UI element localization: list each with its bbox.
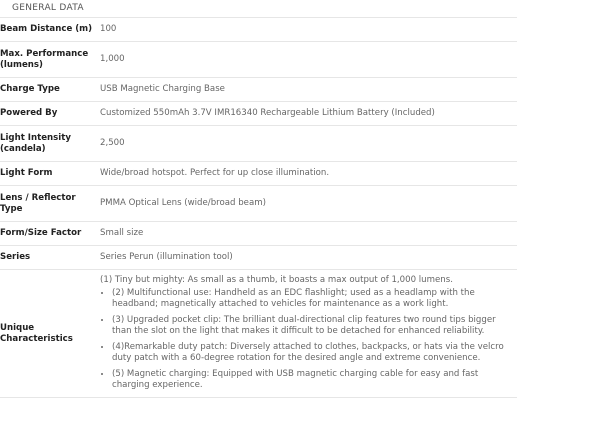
row-label-form-factor: Form/Size Factor <box>0 222 100 246</box>
row-label-max-performance: Max. Performance (lumens) <box>0 42 100 78</box>
list-item: • (2) Multifunctional use: Handheld as an EDC flashlight; used as a headlamp with the headband; magnetically attached to vehicles for maintenance as a work light. <box>112 288 517 310</box>
characteristic-intro: (1) Tiny but mighty: As small as a thumb, it boasts a max output of 1,000 lumens. <box>100 275 453 285</box>
row-value-form-factor: Small size <box>100 222 517 246</box>
row-label-lens-type: Lens / Reflector Type <box>0 186 100 222</box>
row-value-beam-distance: 100 <box>100 18 517 42</box>
table-row <box>0 270 517 398</box>
spec-table <box>0 17 517 398</box>
row-value-lens-type: PMMA Optical Lens (wide/broad beam) <box>100 186 517 222</box>
row-label-light-intensity: Light Intensity (candela) <box>0 126 100 162</box>
row-value-powered-by: Customized 550mAh 3.7V IMR16340 Rechargeable Lithium Battery (Included) <box>100 102 517 126</box>
table-row <box>0 78 517 102</box>
list-item: • (4)Remarkable duty patch: Diversely attached to clothes, backpacks, or hats via the velcro duty patch with a 60-degree rotation for the desired angle and extreme convenience. <box>112 342 517 364</box>
row-label-charge-type: Charge Type <box>0 78 100 102</box>
table-row <box>0 102 517 126</box>
table-row <box>0 246 517 270</box>
table-row <box>0 18 517 42</box>
table-row <box>0 126 517 162</box>
row-value-series: Series Perun (illumination tool) <box>100 246 517 270</box>
row-label-series: Series <box>0 246 100 270</box>
table-row <box>0 42 517 78</box>
row-value-max-performance: 1,000 <box>100 42 517 78</box>
characteristics-list <box>100 288 517 391</box>
table-row <box>0 162 517 186</box>
row-value-unique-characteristics <box>100 270 517 398</box>
table-row <box>0 186 517 222</box>
section-title: GENERAL DATA <box>12 3 84 13</box>
row-value-light-form: Wide/broad hotspot. Perfect for up close illumination. <box>100 162 517 186</box>
table-row <box>0 222 517 246</box>
list-item: • (3) Upgraded pocket clip: The brilliant dual-directional clip features two round tips bigger than the slot on the light that makes it difficult to be detached for enhanced reliability. <box>112 315 517 337</box>
row-label-beam-distance: Beam Distance (m) <box>0 18 100 42</box>
list-item: • (5) Magnetic charging: Equipped with USB magnetic charging cable for easy and fast charging experience. <box>112 369 517 391</box>
row-label-light-form: Light Form <box>0 162 100 186</box>
row-label-unique-characteristics: Unique Characteristics <box>0 270 100 398</box>
row-value-charge-type: USB Magnetic Charging Base <box>100 78 517 102</box>
row-label-powered-by: Powered By <box>0 102 100 126</box>
row-value-light-intensity: 2,500 <box>100 126 517 162</box>
